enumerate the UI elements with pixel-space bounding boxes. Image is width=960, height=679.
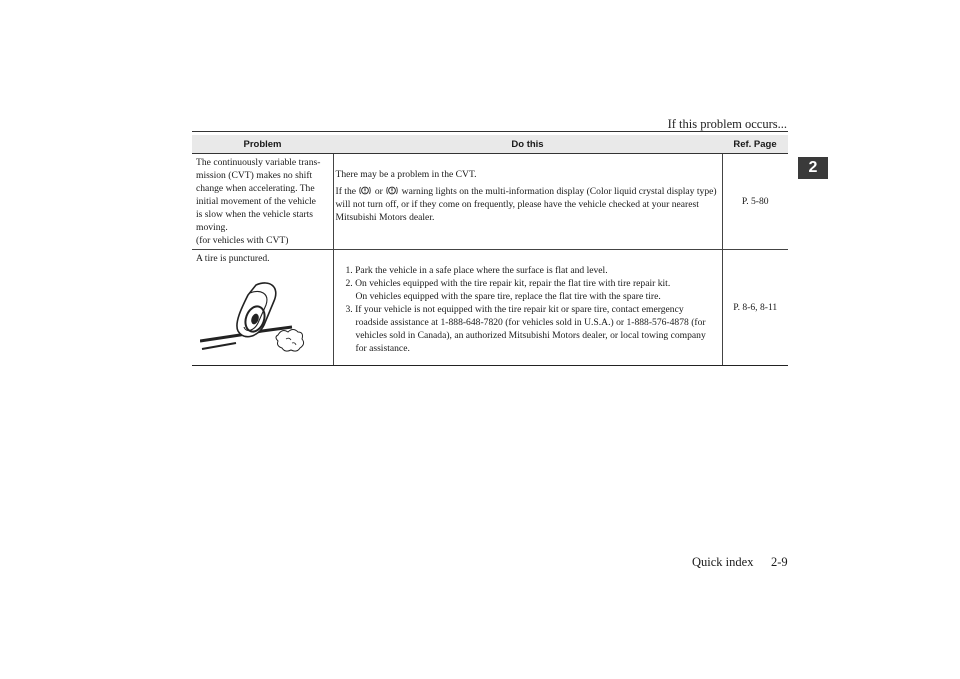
problem-text: The continuously variable trans- mission (CVT) makes no shift change when accelerating. The initial movement of the vehicle is slow when the vehicle starts moving. (for vehicles with CVT)	[196, 157, 321, 246]
footer-page-number: 2-9	[771, 555, 788, 569]
problem-cell	[192, 250, 333, 366]
quick-index-table	[192, 135, 788, 366]
column-header-problem: Problem	[192, 135, 333, 154]
list-item: 2. On vehicles equipped with the tire repair kit, repair the flat tire with tire repair kit. On vehicles equipped with the spare tire, replace the flat tire with the spare tire.	[346, 277, 718, 303]
cvt-warning-icon	[386, 185, 398, 196]
flat-tire-illustration	[200, 279, 312, 355]
problem-text: A tire is punctured.	[196, 253, 270, 264]
table-row	[192, 250, 788, 366]
steps-list	[336, 264, 718, 355]
table-row	[192, 154, 788, 250]
step-note: On vehicles equipped with the spare tire, replace the flat tire with the spare tire.	[355, 291, 661, 302]
column-header-ref-page: Ref. Page	[722, 135, 788, 154]
do-this-line: There may be a problem in the CVT.	[335, 169, 477, 180]
problem-cell	[192, 154, 333, 250]
chapter-tab: 2	[798, 157, 828, 179]
ref-page-cell: P. 5-80	[722, 154, 788, 250]
table-header-row	[192, 135, 788, 154]
list-item: 1. Park the vehicle in a safe place where the surface is flat and level.	[345, 265, 608, 276]
do-this-cell	[333, 250, 722, 366]
ref-page-cell: P. 8-6, 8-11	[722, 250, 788, 366]
column-header-do-this: Do this	[333, 135, 722, 154]
cvt-warning-icon	[359, 185, 371, 196]
footer-section-name: Quick index	[692, 555, 754, 569]
do-this-warning-text: If the or warning lights on the multi-information display (Color liquid crystal display type) will not turn off, or if they come on frequently, please have the vehicle checked at your nearest Mitsubishi Motors dealer.	[335, 186, 717, 223]
header-rule	[192, 131, 788, 132]
list-item: 3. If your vehicle is not equipped with the tire repair kit or spare tire, contact emergency roadside assistance at 1-888-648-7820 (for vehicles sold in U.S.A.) or 1-888-576-4878 (for vehicles sold in Canada), an authorized Mitsubishi Motors dealer, or local towing company for assistance.	[345, 304, 706, 354]
do-this-cell	[333, 154, 722, 250]
page-header-title: If this problem occurs...	[667, 117, 787, 131]
